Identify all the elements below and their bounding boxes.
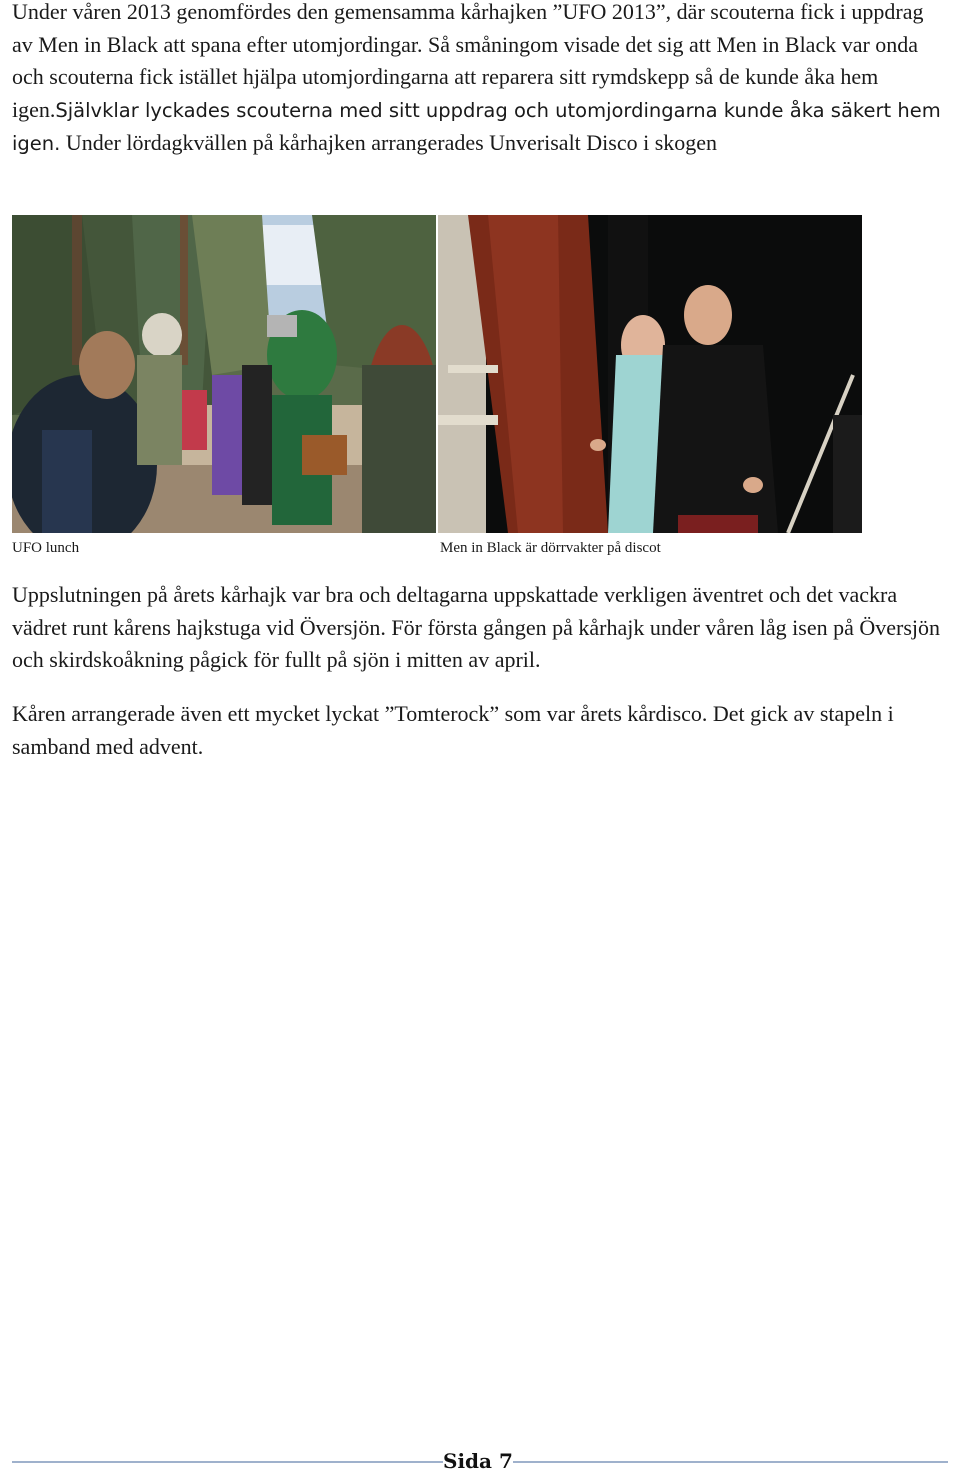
forest-crowd-image: [12, 215, 436, 533]
left-photo-caption: UFO lunch: [12, 540, 80, 556]
page-number: Sida 7: [443, 1449, 513, 1473]
intro-text-part1: Under våren 2013 genomfördes den gemensamma kårhajken ”UFO 2013”, där scouterna fick i uppdrag av Men in Black att spana efter utomjordingar. Så småningom visade det sig att Men in Black var onda och scouterna fick istället hjälpa utomjordingarna att reparera sitt rymdskepp så de kunde åka hem igen.: [12, 0, 924, 122]
intro-text-part3: Under lördagkvällen på kårhajken arrangerades Unverisalt Disco i skogen: [60, 130, 718, 156]
intro-text-part2: Självklar lyckades scouterna med sitt uppdrag och utomjordingarna kunde åka säkert hem igen.: [12, 98, 941, 156]
participation-paragraph: Uppslutningen på årets kårhajk var bra och deltagarna uppskattade verkligen äventret och det vackra vädret runt kårens hajkstuga vid Översjön. För första gången på kårhajk under våren låg isen på Översjön och skirdskoåkning pågick för fullt på sjön i mitten av april.: [12, 582, 940, 673]
night-door-image: [438, 215, 862, 533]
tomterock-paragraph: Kåren arrangerade även ett mycket lyckat ”Tomterock” som var årets kårdisco. Det gick av stapeln i samband med advent.: [12, 701, 894, 759]
right-photo-caption: Men in Black är dörrvakter på discot: [440, 540, 661, 556]
intro-paragraph: [12, 0, 948, 161]
ufo-lunch-photo: [12, 215, 436, 533]
men-in-black-photo: [438, 215, 862, 533]
